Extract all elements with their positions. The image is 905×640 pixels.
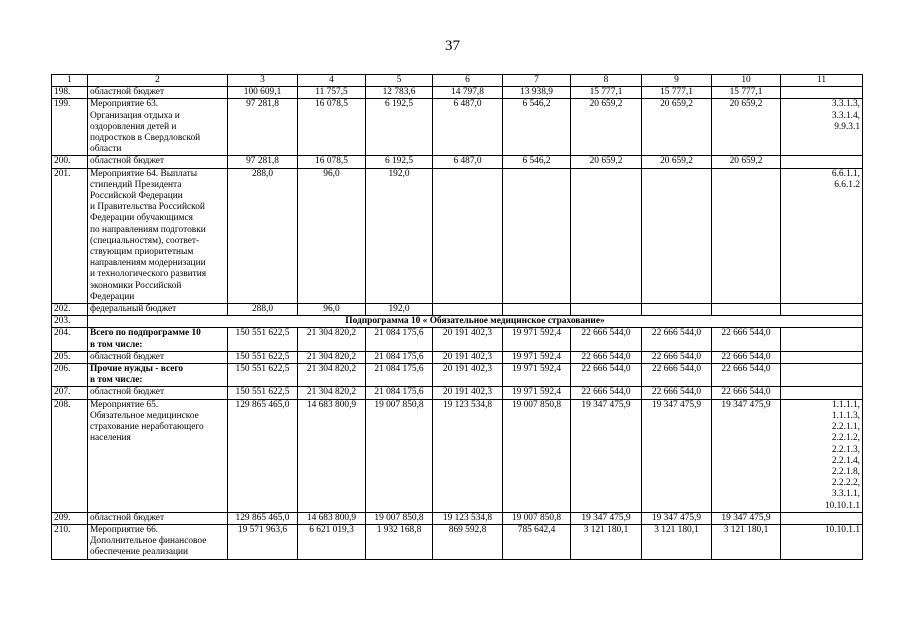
target-codes — [781, 304, 863, 316]
amount-cell: 150 551 622,5 — [228, 364, 298, 387]
page-number: 37 — [445, 38, 460, 54]
row-description — [88, 512, 228, 524]
amount-cell: 22 666 544,0 — [712, 328, 781, 351]
table-row — [52, 524, 863, 559]
column-header: 7 — [503, 75, 571, 87]
description-line: страхование неработающего — [90, 422, 204, 433]
amount-cell: 150 551 622,5 — [228, 328, 298, 351]
column-header: 10 — [712, 75, 781, 87]
page-bottom-edge — [0, 628, 905, 640]
row-description — [88, 387, 228, 399]
amount-cell: 21 304 820,2 — [298, 364, 366, 387]
target-code: 10.10.1.1 — [824, 500, 860, 511]
column-header: 3 — [228, 75, 298, 87]
amount-cell: 19 571 963,6 — [228, 524, 298, 559]
column-header: 2 — [88, 75, 228, 87]
row-number: 209. — [52, 512, 88, 524]
amount-cell: 6 487,0 — [433, 156, 503, 168]
amount-cell — [642, 304, 712, 316]
description-line: Мероприятие 65. — [90, 399, 159, 410]
amount-cell: 20 191 402,3 — [433, 387, 503, 399]
description-line: Обязательное медицинское — [90, 410, 199, 421]
target-code: 1.1.1.3, — [831, 410, 860, 421]
target-code: 3.3.1.3, — [831, 99, 860, 110]
amount-cell: 22 666 544,0 — [642, 328, 712, 351]
description-line: (специальностям), соответ- — [90, 235, 200, 246]
target-codes — [781, 524, 863, 559]
amount-cell: 15 777,1 — [642, 87, 712, 99]
description-line: областной бюджет — [90, 387, 165, 398]
amount-cell: 22 666 544,0 — [712, 364, 781, 387]
amount-cell: 6 546,2 — [503, 99, 571, 156]
column-header-row — [52, 75, 863, 87]
row-description — [88, 304, 228, 316]
description-line: по направлениям подготовки — [90, 224, 206, 235]
amount-cell: 3 121 180,1 — [712, 524, 781, 559]
target-codes — [781, 87, 863, 99]
amount-cell: 22 666 544,0 — [571, 387, 642, 399]
description-line: Мероприятие 64. Выплаты — [90, 168, 198, 179]
amount-cell: 19 347 475,9 — [571, 512, 642, 524]
row-number: 202. — [52, 304, 88, 316]
amount-cell — [571, 304, 642, 316]
target-code: 9.9.3.1 — [834, 121, 860, 132]
row-number: 210. — [52, 524, 88, 559]
description-line: Федерации — [90, 291, 135, 302]
amount-cell: 19 971 592,4 — [503, 351, 571, 363]
amount-cell: 20 191 402,3 — [433, 328, 503, 351]
description-line: направлениям модернизации — [90, 258, 206, 269]
description-line: Мероприятие 63. — [90, 99, 159, 110]
row-number: 203. — [52, 316, 88, 328]
amount-cell: 97 281,8 — [228, 99, 298, 156]
amount-cell — [642, 168, 712, 303]
column-header: 1 — [52, 75, 88, 87]
amount-cell — [712, 168, 781, 303]
amount-cell: 21 304 820,2 — [298, 387, 366, 399]
amount-cell — [571, 168, 642, 303]
target-code: 2.2.2.2, — [831, 478, 860, 489]
target-code: 2.2.1.8, — [831, 466, 860, 477]
description-line: экономики Российской — [90, 280, 182, 291]
column-header: 5 — [366, 75, 433, 87]
row-number: 201. — [52, 168, 88, 303]
table-row — [52, 168, 863, 303]
amount-cell: 20 191 402,3 — [433, 364, 503, 387]
amount-cell: 192,0 — [366, 168, 433, 303]
amount-cell: 150 551 622,5 — [228, 387, 298, 399]
amount-cell: 12 783,6 — [366, 87, 433, 99]
amount-cell: 19 007 850,8 — [366, 512, 433, 524]
amount-cell: 20 191 402,3 — [433, 351, 503, 363]
table-row — [52, 399, 863, 512]
target-code: 3.3.1.1, — [831, 489, 860, 500]
amount-cell: 20 659,2 — [642, 99, 712, 156]
row-number: 198. — [52, 87, 88, 99]
target-codes — [781, 99, 863, 156]
amount-cell: 14 797,8 — [433, 87, 503, 99]
description-line: областной бюджет — [90, 512, 165, 523]
amount-cell: 192,0 — [366, 304, 433, 316]
row-description — [88, 351, 228, 363]
amount-cell: 6 621 019,3 — [298, 524, 366, 559]
row-description — [88, 87, 228, 99]
row-number: 206. — [52, 364, 88, 387]
amount-cell: 19 007 850,8 — [366, 399, 433, 512]
amount-cell: 3 121 180,1 — [642, 524, 712, 559]
amount-cell: 19 971 592,4 — [503, 328, 571, 351]
amount-cell: 19 123 534,8 — [433, 399, 503, 512]
amount-cell: 288,0 — [228, 168, 298, 303]
amount-cell: 20 659,2 — [571, 156, 642, 168]
row-description — [88, 328, 228, 351]
table-row — [52, 512, 863, 524]
table-body — [52, 75, 863, 560]
amount-cell: 11 757,5 — [298, 87, 366, 99]
table-row — [52, 87, 863, 99]
table-row — [52, 364, 863, 387]
column-header: 6 — [433, 75, 503, 87]
amount-cell: 22 666 544,0 — [642, 387, 712, 399]
amount-cell: 6 192,5 — [366, 156, 433, 168]
amount-cell: 21 304 820,2 — [298, 328, 366, 351]
column-header: 4 — [298, 75, 366, 87]
table-row — [52, 351, 863, 363]
target-code: 6.6.1.2 — [834, 179, 860, 190]
table-row — [52, 156, 863, 168]
amount-cell: 16 078,5 — [298, 156, 366, 168]
table-row — [52, 316, 863, 328]
table-row — [52, 99, 863, 156]
column-header: 8 — [571, 75, 642, 87]
amount-cell: 6 546,2 — [503, 156, 571, 168]
row-description — [88, 524, 228, 559]
row-description — [88, 364, 228, 387]
amount-cell — [503, 168, 571, 303]
amount-cell: 19 347 475,9 — [571, 399, 642, 512]
row-description — [88, 99, 228, 156]
amount-cell: 19 123 534,8 — [433, 512, 503, 524]
amount-cell: 3 121 180,1 — [571, 524, 642, 559]
amount-cell — [433, 168, 503, 303]
amount-cell — [503, 304, 571, 316]
amount-cell: 22 666 544,0 — [571, 351, 642, 363]
target-code: 10.10.1.1 — [824, 524, 860, 535]
description-line: Дополнительное финансовое — [90, 536, 207, 547]
amount-cell: 21 304 820,2 — [298, 351, 366, 363]
description-line: области — [90, 144, 122, 155]
description-line: Российской Федерации — [90, 191, 183, 202]
target-codes — [781, 512, 863, 524]
amount-cell — [433, 304, 503, 316]
amount-cell: 21 084 175,6 — [366, 364, 433, 387]
description-line: и Правительства Российской — [90, 202, 205, 213]
description-line: областной бюджет — [90, 351, 165, 362]
amount-cell: 19 971 592,4 — [503, 364, 571, 387]
budget-table — [51, 74, 863, 560]
amount-cell: 14 683 800,9 — [298, 399, 366, 512]
description-line: в том числе: — [90, 375, 143, 386]
row-number: 200. — [52, 156, 88, 168]
amount-cell: 16 078,5 — [298, 99, 366, 156]
amount-cell — [712, 304, 781, 316]
target-code: 2.2.1.1, — [831, 422, 860, 433]
table-row — [52, 328, 863, 351]
amount-cell: 22 666 544,0 — [571, 364, 642, 387]
row-description — [88, 399, 228, 512]
amount-cell: 150 551 622,5 — [228, 351, 298, 363]
description-line: Мероприятие 66. — [90, 524, 159, 535]
amount-cell: 19 007 850,8 — [503, 399, 571, 512]
amount-cell: 15 777,1 — [712, 87, 781, 99]
target-code: 2.2.1.2, — [831, 433, 860, 444]
amount-cell: 785 642,4 — [503, 524, 571, 559]
description-line: областной бюджет — [90, 156, 165, 167]
amount-cell: 14 683 800,9 — [298, 512, 366, 524]
target-code: 2.2.1.3, — [831, 444, 860, 455]
description-line: оздоровления детей и — [90, 121, 177, 132]
row-description — [88, 156, 228, 168]
amount-cell: 19 347 475,9 — [712, 399, 781, 512]
target-code: 1.1.1.1, — [831, 399, 860, 410]
amount-cell: 22 666 544,0 — [571, 328, 642, 351]
target-code: 3.3.1.4, — [831, 110, 860, 121]
target-code: 2.2.1.4, — [831, 455, 860, 466]
table-row — [52, 387, 863, 399]
description-line: Всего по подпрограмме 10 — [90, 328, 201, 339]
amount-cell: 96,0 — [298, 304, 366, 316]
row-number: 199. — [52, 99, 88, 156]
target-codes — [781, 168, 863, 303]
amount-cell: 6 192,5 — [366, 99, 433, 156]
amount-cell: 129 865 465,0 — [228, 512, 298, 524]
target-codes — [781, 156, 863, 168]
amount-cell: 288,0 — [228, 304, 298, 316]
description-line: Федерации обучающимся — [90, 213, 193, 224]
target-codes — [781, 328, 863, 351]
row-description — [88, 168, 228, 303]
amount-cell: 96,0 — [298, 168, 366, 303]
amount-cell: 19 347 475,9 — [712, 512, 781, 524]
column-header: 11 — [781, 75, 863, 87]
amount-cell: 21 084 175,6 — [366, 351, 433, 363]
amount-cell: 97 281,8 — [228, 156, 298, 168]
row-number: 208. — [52, 399, 88, 512]
amount-cell: 20 659,2 — [712, 99, 781, 156]
description-line: в том числе: — [90, 339, 143, 350]
target-codes — [781, 364, 863, 387]
target-code: 6.6.1.1, — [831, 168, 860, 179]
amount-cell: 19 347 475,9 — [642, 512, 712, 524]
target-codes — [781, 351, 863, 363]
amount-cell: 6 487,0 — [433, 99, 503, 156]
column-header: 9 — [642, 75, 712, 87]
amount-cell: 15 777,1 — [571, 87, 642, 99]
amount-cell: 19 007 850,8 — [503, 512, 571, 524]
amount-cell: 1 932 168,8 — [366, 524, 433, 559]
row-number: 207. — [52, 387, 88, 399]
amount-cell: 22 666 544,0 — [642, 351, 712, 363]
description-line: подростков в Свердловской — [90, 133, 201, 144]
amount-cell: 129 865 465,0 — [228, 399, 298, 512]
description-line: ствующим приоритетным — [90, 247, 194, 258]
amount-cell: 22 666 544,0 — [712, 351, 781, 363]
description-line: Прочие нужды - всего — [90, 364, 184, 375]
amount-cell: 19 347 475,9 — [642, 399, 712, 512]
description-line: и технологического развития — [90, 269, 207, 280]
amount-cell: 20 659,2 — [571, 99, 642, 156]
target-codes — [781, 399, 863, 512]
description-line: федеральный бюджет — [90, 304, 177, 315]
amount-cell: 20 659,2 — [712, 156, 781, 168]
amount-cell: 22 666 544,0 — [712, 387, 781, 399]
subprogram-title: Подпрограмма 10 « Обязательное медицинское страхование» — [88, 316, 863, 328]
amount-cell: 869 592,8 — [433, 524, 503, 559]
description-line: областной бюджет — [90, 87, 165, 98]
amount-cell: 13 938,9 — [503, 87, 571, 99]
amount-cell: 20 659,2 — [642, 156, 712, 168]
row-number: 205. — [52, 351, 88, 363]
amount-cell: 100 609,1 — [228, 87, 298, 99]
row-number: 204. — [52, 328, 88, 351]
amount-cell: 22 666 544,0 — [642, 364, 712, 387]
description-line: населения — [90, 433, 131, 444]
table-row — [52, 304, 863, 316]
description-line: стипендий Президента — [90, 179, 182, 190]
description-line: обеспечение реализации — [90, 547, 189, 558]
amount-cell: 19 971 592,4 — [503, 387, 571, 399]
amount-cell: 21 084 175,6 — [366, 387, 433, 399]
amount-cell: 21 084 175,6 — [366, 328, 433, 351]
description-line: Организация отдыха и — [90, 110, 180, 121]
target-codes — [781, 387, 863, 399]
